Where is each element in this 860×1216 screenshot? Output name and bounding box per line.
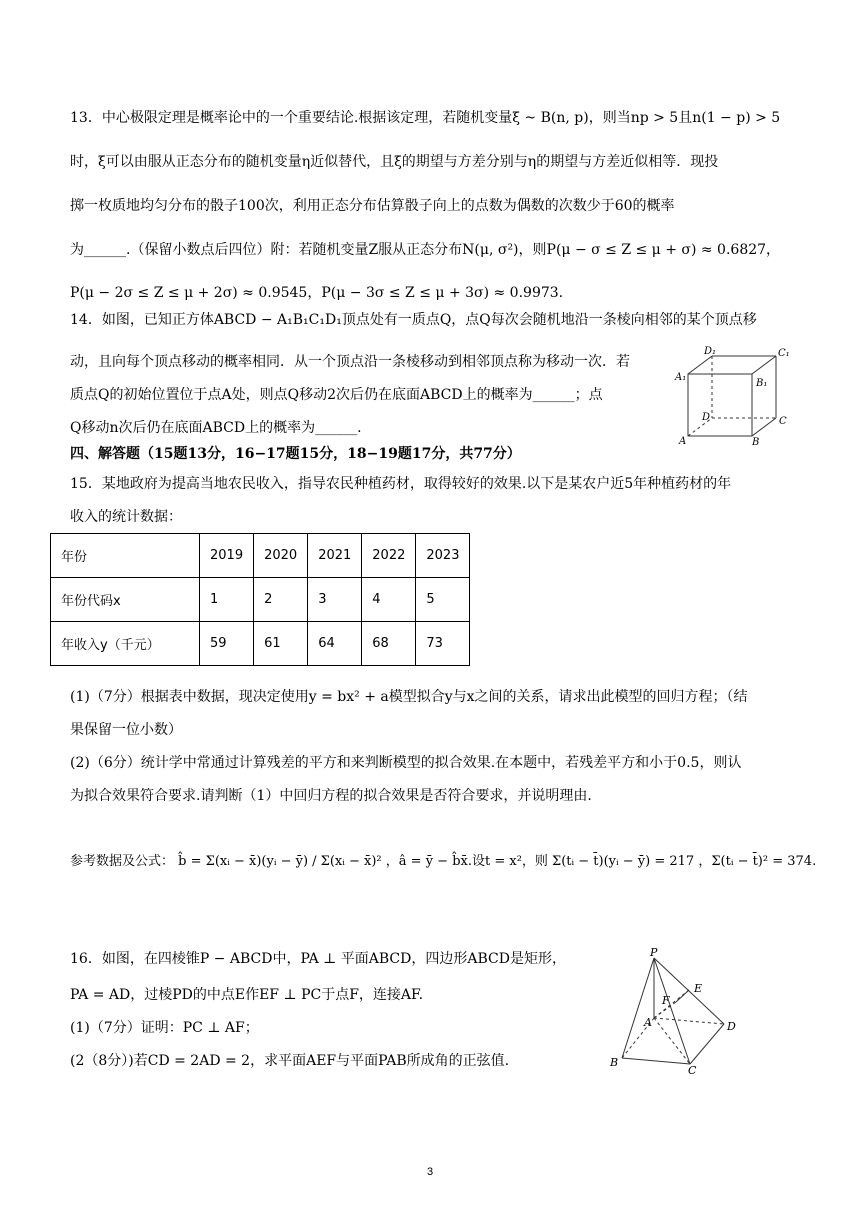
ref-a-formula: ，â = ȳ − b̂x̄.设t = x²，则 <box>385 854 548 869</box>
table-cell: 2022 <box>362 534 416 578</box>
q15-part1-line2: 果保留一位小数） <box>70 722 182 738</box>
table-cell: 73 <box>416 622 470 666</box>
table-cell: 5 <box>416 578 470 622</box>
pyramid-label-e: E <box>694 982 703 995</box>
pyramid-label-p: P <box>650 946 658 959</box>
q13-line4: 为______.（保留小数点后四位）附：若随机变量Z服从正态分布N(μ, σ²)，则P(μ − σ ≤ Z ≤ μ + σ) ≈ 0.6827， <box>70 242 781 258</box>
q15-part1-line1: (1)（7分）根据表中数据，现决定使用y = bx² + a模型拟合y与x之间的关系，请求出此模型的回归方程；（结 <box>70 689 748 705</box>
table-cell: 61 <box>254 622 308 666</box>
q14-line1: 14．如图，已知正方体ABCD − A₁B₁C₁D₁顶点处有一质点Q，点Q每次会随机地沿一条棱向相邻的某个顶点移 <box>70 312 757 328</box>
q13-line1: 13．中心极限定理是概率论中的一个重要结论.根据该定理，若随机变量ξ ~ B(n, p)，则当np > 5且n(1 − p) > 5 <box>70 110 781 126</box>
cube-label-b: B <box>752 437 760 446</box>
cube-label-b1: B₁ <box>756 378 768 389</box>
table-cell: 3 <box>308 578 362 622</box>
q15-part2-line1: (2)（6分）统计学中常通过计算残差的平方和来判断模型的拟合效果.在本题中，若残差平方和小于0.5，则认 <box>70 755 742 771</box>
pyramid-label-a: A <box>644 1016 652 1029</box>
table-cell: 2023 <box>416 534 470 578</box>
table-cell: 2021 <box>308 534 362 578</box>
table-cell: 年份代码x <box>51 578 200 622</box>
q13-line2: 时，ξ可以由服从正态分布的随机变量η近似替代，且ξ的期望与方差分别与η的期望与方差近似相等．现投 <box>70 154 719 170</box>
table-cell: 4 <box>362 578 416 622</box>
table-cell: 68 <box>362 622 416 666</box>
ref-sum-tt: ，Σ(tᵢ − t̄)² = 374. <box>698 854 817 869</box>
table-cell: 2 <box>254 578 308 622</box>
table-cell: 年收入y（千元） <box>51 622 200 666</box>
table-cell: 2020 <box>254 534 308 578</box>
q15-line1: 15．某地政府为提高当地农民收入，指导农民种植药材，取得较好的效果.以下是某农户近5年种植药材的年 <box>70 476 732 492</box>
pyramid-label-c: C <box>688 1064 697 1076</box>
q14-line2: 动，且向每个顶点移动的概率相同．从一个顶点沿一条棱移动到相邻顶点称为移动一次．若 <box>70 354 630 370</box>
table-row <box>51 622 470 666</box>
q15-reference <box>70 852 816 872</box>
table-row <box>51 534 470 578</box>
pyramid-label-f: F <box>662 994 670 1007</box>
table-cell: 64 <box>308 622 362 666</box>
q16-line4: (2（8分）)若CD = 2AD = 2，求平面AEF与平面PAB所成角的正弦值. <box>70 1053 510 1069</box>
q15-line2: 收入的统计数据： <box>70 509 182 525</box>
section-heading: 四、解答题（15题13分，16−17题15分，18−19题17分，共77分） <box>70 446 521 462</box>
income-table <box>50 533 470 666</box>
table-cell: 2019 <box>200 534 254 578</box>
table-row <box>51 578 470 622</box>
ref-sum-ty: Σ(tᵢ − t̄)(yᵢ − ȳ) = 217 <box>552 854 695 869</box>
q14-line4: Q移动n次后仍在底面ABCD上的概率为______. <box>70 420 362 436</box>
q16-line1: 16．如图，在四棱锥P − ABCD中，PA ⊥ 平面ABCD，四边形ABCD是矩形， <box>70 951 566 967</box>
q15-part2-line2: 为拟合效果符合要求.请判断（1）中回归方程的拟合效果是否符合要求，并说明理由. <box>70 788 592 804</box>
ref-b-formula: b̂ = Σ(xᵢ − x̄)(yᵢ − ȳ) / Σ(xᵢ − x̄)² <box>178 854 382 869</box>
cube-label-a1: A₁ <box>675 372 687 383</box>
cube-label-c1: C₁ <box>778 348 790 359</box>
q16-line3: (1)（7分）证明：PC ⊥ AF； <box>70 1020 259 1036</box>
q13-line3: 掷一枚质地均匀分布的骰子100次，利用正态分布估算骰子向上的点数为偶数的次数少于60的概率 <box>70 198 675 214</box>
table-cell: 59 <box>200 622 254 666</box>
table-cell: 1 <box>200 578 254 622</box>
cube-figure <box>674 346 794 446</box>
cube-label-a: A <box>679 436 687 446</box>
pyramid-label-d: D <box>727 1020 736 1033</box>
pyramid-label-b: B <box>610 1056 619 1069</box>
q13-line5: P(μ − 2σ ≤ Z ≤ μ + 2σ) ≈ 0.9545，P(μ − 3σ ≤ Z ≤ μ + 3σ) ≈ 0.9973. <box>70 285 564 301</box>
table-cell: 年份 <box>51 534 200 578</box>
cube-label-d: D <box>702 412 711 423</box>
pyramid-figure <box>606 946 756 1076</box>
ref-prefix: 参考数据及公式： <box>70 854 175 869</box>
cube-label-d1: D₁ <box>704 346 717 357</box>
cube-label-c: C <box>779 416 787 427</box>
q16-line2: PA = AD，过棱PD的中点E作EF ⊥ PC于点F，连接AF. <box>70 987 424 1003</box>
page-number: 3 <box>426 1166 434 1178</box>
q14-line3: 质点Q的初始位置位于点A处，则点Q移动2次后仍在底面ABCD上的概率为______；点 <box>70 387 603 403</box>
